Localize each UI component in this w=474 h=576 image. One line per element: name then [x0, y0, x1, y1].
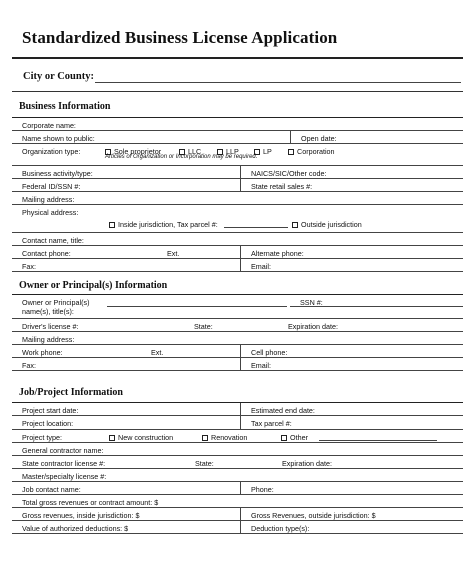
mailing-address-row[interactable]: [12, 192, 463, 205]
total-gross-row[interactable]: [12, 495, 463, 508]
owner-info-form: [12, 294, 463, 371]
location-field[interactable]: [12, 416, 240, 429]
job-contact-label: Job contact name:: [22, 485, 81, 494]
opt-llp[interactable]: LLP: [217, 147, 239, 156]
ssn-field[interactable]: [290, 295, 463, 318]
state-license-label: State contractor license #:: [22, 459, 106, 468]
license-expiration-label: Expiration date:: [282, 459, 332, 468]
tax-parcel-label: Tax parcel #:: [251, 419, 292, 428]
city-county-label: City or County:: [23, 71, 94, 82]
total-gross-label: Total gross revenues or contract amount: $: [22, 498, 159, 507]
work-ext-label: Ext.: [151, 348, 164, 357]
section-project-heading: Job/Project Information: [19, 387, 123, 398]
owner-mailing-label: Mailing address:: [22, 335, 75, 344]
name-shown-row: [12, 131, 463, 144]
owner-name-row: [12, 295, 463, 319]
opt-sole-proprietor[interactable]: Sole proprietor: [105, 147, 161, 156]
org-type-note: Articles of Organization or Incorporation may be required.: [105, 154, 258, 160]
owner-fax-row: [12, 358, 463, 371]
end-date-field[interactable]: [240, 403, 463, 415]
name-shown-label: Name shown to public:: [22, 134, 95, 143]
ssn-line[interactable]: [290, 306, 463, 307]
owner-email-label: Email:: [251, 361, 271, 370]
work-phone-label: Work phone:: [22, 348, 63, 357]
activity-label: Business activity/type:: [22, 169, 93, 178]
gross-revenue-row: [12, 508, 463, 521]
cell-phone-label: Cell phone:: [251, 348, 288, 357]
start-date-field[interactable]: [12, 403, 240, 415]
org-type-row: [12, 144, 463, 166]
owner-name-label: Owner or Principal(s) name(s), title(s):: [22, 298, 90, 316]
city-divider: [12, 91, 463, 92]
fax-field[interactable]: [12, 259, 240, 271]
activity-field[interactable]: [12, 166, 240, 178]
page-title: Standardized Business License Application: [22, 28, 338, 47]
state-sales-label: State retail sales #:: [251, 182, 313, 191]
general-contractor-row[interactable]: [12, 443, 463, 456]
ssn-label: SSN #:: [300, 298, 323, 307]
gross-outside-label: Gross Revenues, outside jurisdiction: $: [251, 511, 376, 520]
fax-email-row: [12, 259, 463, 272]
start-date-label: Project start date:: [22, 406, 79, 415]
project-date-row: [12, 403, 463, 416]
value-deductions-field[interactable]: [12, 521, 240, 533]
checkbox-icon[interactable]: [281, 435, 287, 441]
owner-fax-field[interactable]: [12, 358, 240, 370]
contact-phone-field[interactable]: [12, 246, 240, 258]
gross-outside-field[interactable]: [240, 508, 463, 520]
org-type-label: Organization type:: [22, 147, 81, 156]
other-type-line[interactable]: [319, 440, 437, 441]
owner-name-line[interactable]: [107, 306, 287, 307]
checkbox-icon[interactable]: [202, 435, 208, 441]
city-county-field[interactable]: [95, 82, 461, 83]
tax-parcel-field[interactable]: [240, 416, 463, 429]
state-license-field[interactable]: [12, 456, 272, 468]
fed-id-label: Federal ID/SSN #:: [22, 182, 81, 191]
general-contractor-label: General contractor name:: [22, 446, 104, 455]
state-sales-field[interactable]: [240, 179, 463, 191]
contact-phone-row: [12, 246, 463, 259]
corporate-name-row[interactable]: [12, 118, 463, 131]
email-label: Email:: [251, 262, 271, 271]
physical-address-row[interactable]: [12, 205, 463, 233]
work-phone-field[interactable]: [12, 345, 240, 357]
open-date-label: Open date:: [301, 134, 337, 143]
fax-label: Fax:: [22, 262, 36, 271]
opt-other[interactable]: Other: [281, 433, 308, 442]
checkbox-icon[interactable]: [288, 149, 294, 155]
alt-phone-field[interactable]: [240, 246, 463, 258]
checkbox-icon[interactable]: [109, 435, 115, 441]
activity-row: [12, 166, 463, 179]
project-location-row: [12, 416, 463, 430]
contact-name-label: Contact name, title:: [22, 236, 84, 245]
project-type-row: [12, 430, 463, 443]
fed-id-field[interactable]: [12, 179, 240, 191]
master-license-row[interactable]: [12, 469, 463, 482]
work-phone-row: [12, 345, 463, 358]
deduction-types-field[interactable]: [240, 521, 463, 533]
license-expiration-field[interactable]: [272, 456, 463, 468]
project-info-form: [12, 402, 463, 534]
owner-mailing-row[interactable]: [12, 332, 463, 345]
contact-ext-label: Ext.: [167, 249, 180, 258]
naics-field[interactable]: [240, 166, 463, 178]
deductions-row: [12, 521, 463, 534]
value-deductions-label: Value of authorized deductions: $: [22, 524, 129, 533]
cell-phone-field[interactable]: [240, 345, 463, 357]
opt-lp[interactable]: LP: [254, 147, 272, 156]
drivers-state-label: State:: [194, 322, 213, 331]
drivers-license-label: Driver's license #:: [22, 322, 79, 331]
deduction-types-label: Deduction type(s):: [251, 524, 310, 533]
open-date-field[interactable]: [290, 131, 463, 143]
physical-address-label: Physical address:: [22, 208, 79, 217]
drivers-expiration-label: Expiration date:: [288, 322, 338, 331]
section-business-heading: Business Information: [19, 101, 111, 112]
job-phone-label: Phone:: [251, 485, 274, 494]
opt-outside-jurisdiction[interactable]: Outside jurisdiction: [292, 220, 362, 229]
checkbox-icon[interactable]: [292, 222, 298, 228]
owner-fax-label: Fax:: [22, 361, 36, 370]
title-divider: [12, 57, 463, 59]
job-phone-field[interactable]: [240, 482, 463, 494]
drivers-expiration-field[interactable]: [272, 319, 463, 331]
opt-new-construction[interactable]: New construction: [109, 433, 173, 442]
contact-phone-label: Contact phone:: [22, 249, 71, 258]
owner-name-field[interactable]: [12, 295, 290, 318]
master-license-label: Master/specialty license #:: [22, 472, 107, 481]
opt-renovation[interactable]: Renovation: [202, 433, 247, 442]
corporate-name-label: Corporate name:: [22, 121, 76, 130]
job-contact-field[interactable]: [12, 482, 240, 494]
mailing-address-label: Mailing address:: [22, 195, 75, 204]
section-owner-heading: Owner or Principal(s) Information: [19, 280, 168, 291]
gross-inside-label: Gross revenues, inside jurisdiction: $: [22, 511, 140, 520]
email-field[interactable]: [240, 259, 463, 271]
name-shown-field[interactable]: [12, 131, 290, 143]
job-contact-row: [12, 482, 463, 495]
license-state-label: State:: [195, 459, 214, 468]
naics-label: NAICS/SIC/Other code:: [251, 169, 327, 178]
opt-corporation[interactable]: Corporation: [288, 147, 335, 156]
opt-llc[interactable]: LLC: [179, 147, 201, 156]
location-label: Project location:: [22, 419, 74, 428]
owner-email-field[interactable]: [240, 358, 463, 370]
drivers-license-row: [12, 319, 463, 332]
fed-id-row: [12, 179, 463, 192]
opt-inside-jurisdiction[interactable]: Inside jurisdiction, Tax parcel #:: [109, 220, 218, 229]
checkbox-icon[interactable]: [109, 222, 115, 228]
end-date-label: Estimated end date:: [251, 406, 315, 415]
project-type-label: Project type:: [22, 433, 62, 442]
state-license-row: [12, 456, 463, 469]
gross-inside-field[interactable]: [12, 508, 240, 520]
contact-name-row[interactable]: [12, 233, 463, 246]
tax-parcel-line[interactable]: [224, 227, 288, 228]
business-info-form: [12, 117, 463, 272]
drivers-license-field[interactable]: [12, 319, 272, 331]
alt-phone-label: Alternate phone:: [251, 249, 304, 258]
